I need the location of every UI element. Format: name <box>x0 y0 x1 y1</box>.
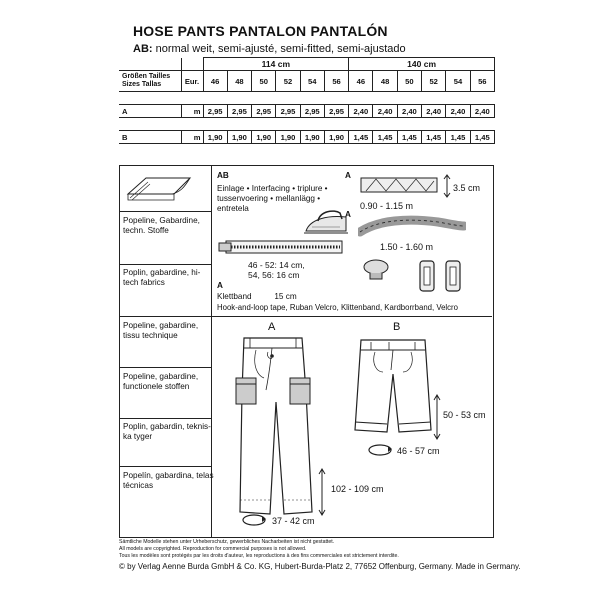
copyright-note-de: Sämtliche Modelle stehen unter Urheberschutz, gewerbliches Nacharbeiten ist nicht gestattet. <box>119 539 335 545</box>
width-arrow-icon <box>442 174 452 198</box>
fabric-recommendation-sv: Poplin, gabardin, teknis- ka tyger <box>123 422 211 441</box>
yardage-cell: 2,95 <box>252 105 276 118</box>
yardage-cell: 1,90 <box>252 131 276 144</box>
yardage-cell: 2,95 <box>324 105 348 118</box>
size-header: 56 <box>470 71 494 92</box>
fabric-recommendation-de: Popeline, Gabardine, techn. Stoffe <box>123 216 200 235</box>
fabric-recommendation-fr: Popeline, gabardine, tissu technique <box>123 321 199 340</box>
tape-length: 0.90 - 1.15 m <box>360 201 414 211</box>
view-a-hem: 37 - 42 cm <box>272 516 315 526</box>
yardage-cell: 2,40 <box>422 105 446 118</box>
fabric-icon <box>124 170 194 206</box>
divider <box>119 264 211 265</box>
fabric-recommendation-en: Poplin, gabardine, hi- tech fabrics <box>123 268 201 287</box>
copyright-note-fr: Tous les modèles sont protégés par les droits d'auteur, les reproductions à des fins commerciales est strictement interdite. <box>119 553 399 559</box>
tape-views-label: A <box>345 171 351 180</box>
divider <box>119 418 211 419</box>
size-header: 52 <box>276 71 300 92</box>
yardage-cell: 2,95 <box>227 105 251 118</box>
size-header: 54 <box>446 71 470 92</box>
yardage-cell: 2,40 <box>446 105 470 118</box>
size-header: 56 <box>324 71 348 92</box>
view-b-hem: 46 - 57 cm <box>397 446 440 456</box>
row-label-a: A <box>119 105 181 118</box>
cord-length: 1.50 - 1.60 m <box>380 242 434 252</box>
zipper-icon <box>218 237 346 257</box>
row-label-b: B <box>119 131 181 144</box>
divider <box>119 466 211 467</box>
sizes-label-line2: Sizes Tallas <box>122 81 162 88</box>
yardage-cell: 1,45 <box>349 131 373 144</box>
yardage-cell: 2,40 <box>373 105 397 118</box>
yardage-table <box>119 57 495 144</box>
buckle-icon <box>418 259 464 295</box>
size-header: 52 <box>422 71 446 92</box>
interfacing-views-label: AB <box>217 171 229 180</box>
yardage-cell: 1,90 <box>300 131 324 144</box>
yardage-cell: 1,90 <box>227 131 251 144</box>
sizes-label-line1: Größen Tailles <box>122 73 171 80</box>
yardage-cell: 2,40 <box>397 105 421 118</box>
interfacing-text: Einlage • Interfacing • triplure • tussenvoering • mellanlägg • entretela <box>217 184 328 213</box>
yardage-cell: 1,45 <box>373 131 397 144</box>
size-header: 46 <box>349 71 373 92</box>
view-b-label: B <box>393 321 401 333</box>
view-b-length: 50 - 53 cm <box>443 410 486 420</box>
hem-circumference-icon <box>240 512 270 528</box>
yardage-cell: 1,90 <box>203 131 227 144</box>
fit-text: normal weit, semi-ajusté, semi-fitted, semi-ajustado <box>152 43 406 55</box>
eur-label: Eur. <box>181 71 203 92</box>
yardage-cell: 1,45 <box>422 131 446 144</box>
sizes-label <box>119 71 181 92</box>
fabric-recommendation-es: Popelín, gabardina, telas técnicas <box>123 471 214 490</box>
length-arrow-icon <box>316 468 328 516</box>
velcro-views-label: A <box>217 281 223 290</box>
fit-description <box>133 43 406 55</box>
yardage-cell: 2,95 <box>300 105 324 118</box>
yardage-cell: 1,90 <box>324 131 348 144</box>
view-a-label: A <box>268 321 276 333</box>
unit: m <box>181 131 203 144</box>
divider <box>119 316 492 317</box>
yardage-cell: 1,45 <box>397 131 421 144</box>
tape-icon <box>360 176 440 196</box>
fit-views-label: AB: <box>133 43 153 55</box>
divider <box>119 211 211 212</box>
view-b-shorts-drawing <box>349 334 439 444</box>
fabric-recommendation-nl: Popeline, gabardine, functionele stoffen <box>123 372 199 391</box>
view-a-pants-drawing <box>230 332 330 524</box>
iron-icon <box>302 207 350 237</box>
yardage-cell: 2,40 <box>349 105 373 118</box>
divider <box>119 367 211 368</box>
size-header: 46 <box>203 71 227 92</box>
cord-views-label: A <box>345 210 351 219</box>
unit: m <box>181 105 203 118</box>
size-header: 48 <box>373 71 397 92</box>
snap-button-icon <box>362 257 392 283</box>
zipper-length: 46 - 52: 14 cm, 54, 56: 16 cm <box>248 260 305 280</box>
publisher-copyright: © by Verlag Aenne Burda GmbH & Co. KG, Hubert-Burda-Platz 2, 77652 Offenburg, Germany. Made in Germany. <box>119 562 521 571</box>
size-header: 50 <box>252 71 276 92</box>
cord-icon <box>358 214 466 238</box>
yardage-cell: 2,95 <box>203 105 227 118</box>
size-header: 54 <box>300 71 324 92</box>
view-a-length: 102 - 109 cm <box>331 484 384 494</box>
copyright-note-en: All models are copyrighted. Reproduction for commercial purposes is not allowed. <box>119 546 307 552</box>
yardage-cell: 1,45 <box>446 131 470 144</box>
fabric-width-140: 140 cm <box>349 58 495 71</box>
pattern-title: HOSE PANTS PANTALON PANTALÓN <box>133 23 388 39</box>
yardage-cell: 2,40 <box>470 105 494 118</box>
tape-width: 3.5 cm <box>453 183 481 193</box>
yardage-cell: 1,45 <box>470 131 494 144</box>
hem-circumference-icon <box>366 442 396 458</box>
yardage-cell: 2,95 <box>276 105 300 118</box>
velcro-text: Hook-and-loop tape, Ruban Velcro, Klittenband, Kardborrband, Velcro <box>217 303 458 312</box>
velcro-title: Klettband 15 cm <box>217 292 297 301</box>
size-header: 48 <box>227 71 251 92</box>
yardage-cell: 1,90 <box>276 131 300 144</box>
length-arrow-icon <box>431 394 443 440</box>
fabric-width-114: 114 cm <box>203 58 349 71</box>
size-header: 50 <box>397 71 421 92</box>
